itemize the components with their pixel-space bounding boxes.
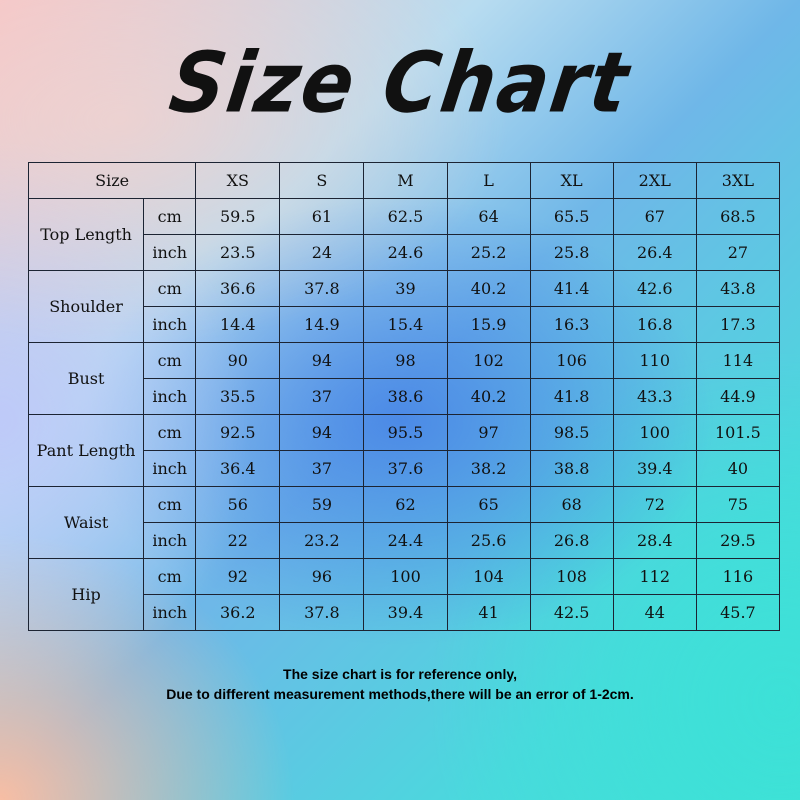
measurement-label: Bust: [29, 343, 144, 415]
table-cell: 40: [696, 451, 779, 487]
table-cell: 65: [447, 487, 530, 523]
table-cell: 56: [196, 487, 280, 523]
table-cell: 43.3: [613, 379, 696, 415]
table-cell: 36.2: [196, 595, 280, 631]
table-cell: 114: [696, 343, 779, 379]
table-cell: 35.5: [196, 379, 280, 415]
table-cell: 23.5: [196, 235, 280, 271]
table-cell: 14.9: [280, 307, 364, 343]
unit-label: inch: [144, 235, 196, 271]
unit-label: inch: [144, 451, 196, 487]
table-cell: 22: [196, 523, 280, 559]
header-size-m: M: [364, 163, 447, 199]
table-cell: 116: [696, 559, 779, 595]
table-cell: 61: [280, 199, 364, 235]
table-cell: 68: [530, 487, 613, 523]
table-cell: 102: [447, 343, 530, 379]
table-cell: 43.8: [696, 271, 779, 307]
table-cell: 29.5: [696, 523, 779, 559]
table-cell: 24: [280, 235, 364, 271]
table-cell: 112: [613, 559, 696, 595]
header-row: [29, 163, 780, 199]
table-cell: 62: [364, 487, 447, 523]
table-cell: 38.8: [530, 451, 613, 487]
table-cell: 37: [280, 451, 364, 487]
table-row: [29, 343, 780, 379]
unit-label: cm: [144, 415, 196, 451]
table-cell: 40.2: [447, 271, 530, 307]
header-size-label: Size: [29, 163, 196, 199]
table-cell: 101.5: [696, 415, 779, 451]
unit-label: cm: [144, 199, 196, 235]
unit-label: cm: [144, 343, 196, 379]
measurement-label: Shoulder: [29, 271, 144, 343]
table-cell: 26.4: [613, 235, 696, 271]
table-cell: 39: [364, 271, 447, 307]
header-size-xl: XL: [530, 163, 613, 199]
table-cell: 42.5: [530, 595, 613, 631]
table-cell: 24.4: [364, 523, 447, 559]
table-cell: 95.5: [364, 415, 447, 451]
table-cell: 59.5: [196, 199, 280, 235]
table-row: [29, 415, 780, 451]
disclaimer-line-1: The size chart is for reference only,: [283, 666, 517, 682]
measurement-label: Waist: [29, 487, 144, 559]
table-cell: 41.4: [530, 271, 613, 307]
table-cell: 65.5: [530, 199, 613, 235]
disclaimer-note: [0, 664, 800, 704]
table-cell: 37.8: [280, 595, 364, 631]
table-cell: 97: [447, 415, 530, 451]
table-cell: 72: [613, 487, 696, 523]
table-cell: 59: [280, 487, 364, 523]
table-cell: 39.4: [613, 451, 696, 487]
table-cell: 36.6: [196, 271, 280, 307]
table-cell: 25.2: [447, 235, 530, 271]
table-cell: 45.7: [696, 595, 779, 631]
table-cell: 68.5: [696, 199, 779, 235]
table-cell: 98: [364, 343, 447, 379]
table-cell: 96: [280, 559, 364, 595]
table-cell: 100: [364, 559, 447, 595]
table-cell: 62.5: [364, 199, 447, 235]
table-cell: 67: [613, 199, 696, 235]
size-chart-table: [28, 162, 780, 631]
header-size-3xl: 3XL: [696, 163, 779, 199]
table-cell: 28.4: [613, 523, 696, 559]
table-cell: 36.4: [196, 451, 280, 487]
unit-label: inch: [144, 523, 196, 559]
table-row: [29, 199, 780, 235]
header-size-l: L: [447, 163, 530, 199]
table-cell: 42.6: [613, 271, 696, 307]
table-row: [29, 271, 780, 307]
unit-label: cm: [144, 559, 196, 595]
table-cell: 14.4: [196, 307, 280, 343]
table-cell: 25.8: [530, 235, 613, 271]
unit-label: inch: [144, 379, 196, 415]
table-cell: 94: [280, 343, 364, 379]
table-cell: 92: [196, 559, 280, 595]
page-title: Size Chart: [164, 33, 636, 132]
table-cell: 37.8: [280, 271, 364, 307]
table-cell: 24.6: [364, 235, 447, 271]
table-cell: 27: [696, 235, 779, 271]
table-cell: 15.9: [447, 307, 530, 343]
table-cell: 44: [613, 595, 696, 631]
table-cell: 44.9: [696, 379, 779, 415]
disclaimer-line-2: Due to different measurement methods,there will be an error of 1-2cm.: [166, 686, 634, 702]
table-cell: 23.2: [280, 523, 364, 559]
measurement-label: Hip: [29, 559, 144, 631]
table-cell: 98.5: [530, 415, 613, 451]
measurement-label: Pant Length: [29, 415, 144, 487]
table-cell: 17.3: [696, 307, 779, 343]
unit-label: cm: [144, 271, 196, 307]
table-cell: 26.8: [530, 523, 613, 559]
measurement-label: Top Length: [29, 199, 144, 271]
table-cell: 100: [613, 415, 696, 451]
table-cell: 90: [196, 343, 280, 379]
table-cell: 94: [280, 415, 364, 451]
table-cell: 16.8: [613, 307, 696, 343]
table-cell: 38.6: [364, 379, 447, 415]
header-size-xs: XS: [196, 163, 280, 199]
table-cell: 106: [530, 343, 613, 379]
unit-label: inch: [144, 307, 196, 343]
table-cell: 37.6: [364, 451, 447, 487]
table-cell: 75: [696, 487, 779, 523]
table-cell: 16.3: [530, 307, 613, 343]
unit-label: cm: [144, 487, 196, 523]
table-cell: 41.8: [530, 379, 613, 415]
table-cell: 15.4: [364, 307, 447, 343]
table-cell: 104: [447, 559, 530, 595]
table-cell: 92.5: [196, 415, 280, 451]
table-cell: 40.2: [447, 379, 530, 415]
table-row: [29, 559, 780, 595]
header-size-s: S: [280, 163, 364, 199]
table-cell: 37: [280, 379, 364, 415]
header-size-2xl: 2XL: [613, 163, 696, 199]
table-cell: 39.4: [364, 595, 447, 631]
table-cell: 38.2: [447, 451, 530, 487]
unit-label: inch: [144, 595, 196, 631]
table-cell: 108: [530, 559, 613, 595]
table-cell: 25.6: [447, 523, 530, 559]
table-cell: 110: [613, 343, 696, 379]
table-cell: 41: [447, 595, 530, 631]
table-row: [29, 487, 780, 523]
table-cell: 64: [447, 199, 530, 235]
